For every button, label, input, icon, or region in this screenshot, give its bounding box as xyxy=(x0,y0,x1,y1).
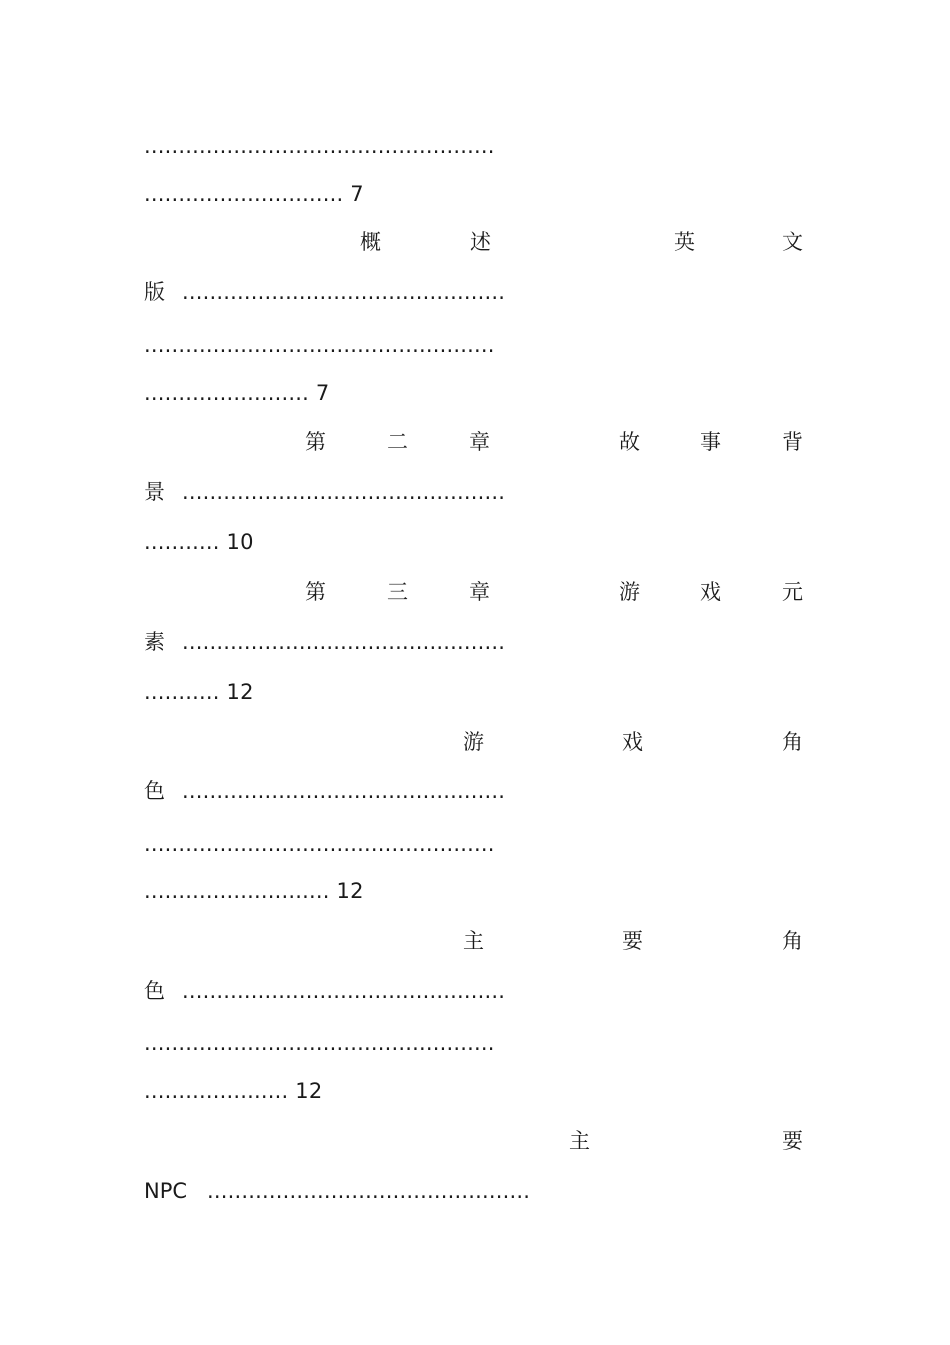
toc-char: 景 xyxy=(144,480,165,504)
toc-char: 要 xyxy=(782,1129,803,1153)
dot-leader: ................................................... xyxy=(144,134,495,158)
page-ref: ........................... 12 xyxy=(144,879,364,903)
toc-dot-leader-line xyxy=(0,330,950,360)
dot-leader: ............................................... xyxy=(182,630,506,654)
page-ref: ........................ 7 xyxy=(144,381,330,405)
page-ref: ..................... 12 xyxy=(144,1079,323,1103)
toc-char: 素 xyxy=(144,630,165,654)
toc-char: 三 xyxy=(387,580,408,604)
toc-dot-leader-line xyxy=(0,1028,950,1058)
toc-char: 第 xyxy=(305,430,326,454)
toc-entry-main-npc xyxy=(0,1126,950,1156)
dot-leader: ............................................... xyxy=(182,979,506,1003)
toc-char: 版 xyxy=(144,280,165,304)
toc-char: 色 xyxy=(144,779,165,803)
toc-char: 事 xyxy=(700,430,721,454)
toc-page-ref-line xyxy=(0,677,950,707)
toc-entry-main-roles xyxy=(0,926,950,956)
dot-leader: ................................................... xyxy=(144,832,495,856)
toc-char: 主 xyxy=(569,1129,590,1153)
toc-char: 二 xyxy=(387,430,408,454)
dot-leader: ............................................... xyxy=(207,1179,531,1203)
toc-page-ref-line xyxy=(0,179,950,209)
toc-entry-continuation xyxy=(0,1176,950,1206)
toc-char: 色 xyxy=(144,979,165,1003)
toc-char: 章 xyxy=(469,580,490,604)
dot-leader: ............................................... xyxy=(182,480,506,504)
toc-char: 要 xyxy=(622,929,643,953)
dot-leader: ............................................... xyxy=(182,779,506,803)
toc-char: 元 xyxy=(782,580,803,604)
toc-char: 游 xyxy=(619,580,640,604)
toc-char: 故 xyxy=(619,430,640,454)
dot-leader: ............................................... xyxy=(182,280,506,304)
toc-page-ref-line xyxy=(0,1076,950,1106)
toc-page-ref-line xyxy=(0,527,950,557)
toc-entry-continuation xyxy=(0,277,950,307)
toc-char: 第 xyxy=(305,580,326,604)
toc-char: 述 xyxy=(470,230,491,254)
toc-dot-leader-line xyxy=(0,131,950,161)
toc-char: 角 xyxy=(782,730,803,754)
page-ref: ............................. 7 xyxy=(144,182,364,206)
toc-char: 章 xyxy=(469,430,490,454)
toc-char: 概 xyxy=(360,230,381,254)
page-ref: ........... 10 xyxy=(144,530,254,554)
toc-char: 戏 xyxy=(622,730,643,754)
toc-char: 英 xyxy=(674,230,695,254)
dot-leader: ................................................... xyxy=(144,333,495,357)
toc-dot-leader-line xyxy=(0,829,950,859)
toc-char: 角 xyxy=(782,929,803,953)
toc-char: 戏 xyxy=(700,580,721,604)
toc-entry-chapter-2 xyxy=(0,427,950,457)
toc-page-ref-line xyxy=(0,876,950,906)
toc-char: 主 xyxy=(463,929,484,953)
toc-char: 文 xyxy=(782,230,803,254)
toc-entry-chapter-3 xyxy=(0,577,950,607)
toc-label: NPC xyxy=(144,1179,188,1203)
toc-entry-overview-english xyxy=(0,227,950,257)
toc-entry-game-roles xyxy=(0,727,950,757)
toc-entry-continuation xyxy=(0,776,950,806)
toc-page-ref-line xyxy=(0,378,950,408)
toc-entry-continuation xyxy=(0,627,950,657)
toc-entry-continuation xyxy=(0,976,950,1006)
toc-entry-continuation xyxy=(0,477,950,507)
dot-leader: ................................................... xyxy=(144,1031,495,1055)
toc-char: 背 xyxy=(782,430,803,454)
toc-char: 游 xyxy=(463,730,484,754)
page-ref: ........... 12 xyxy=(144,680,254,704)
